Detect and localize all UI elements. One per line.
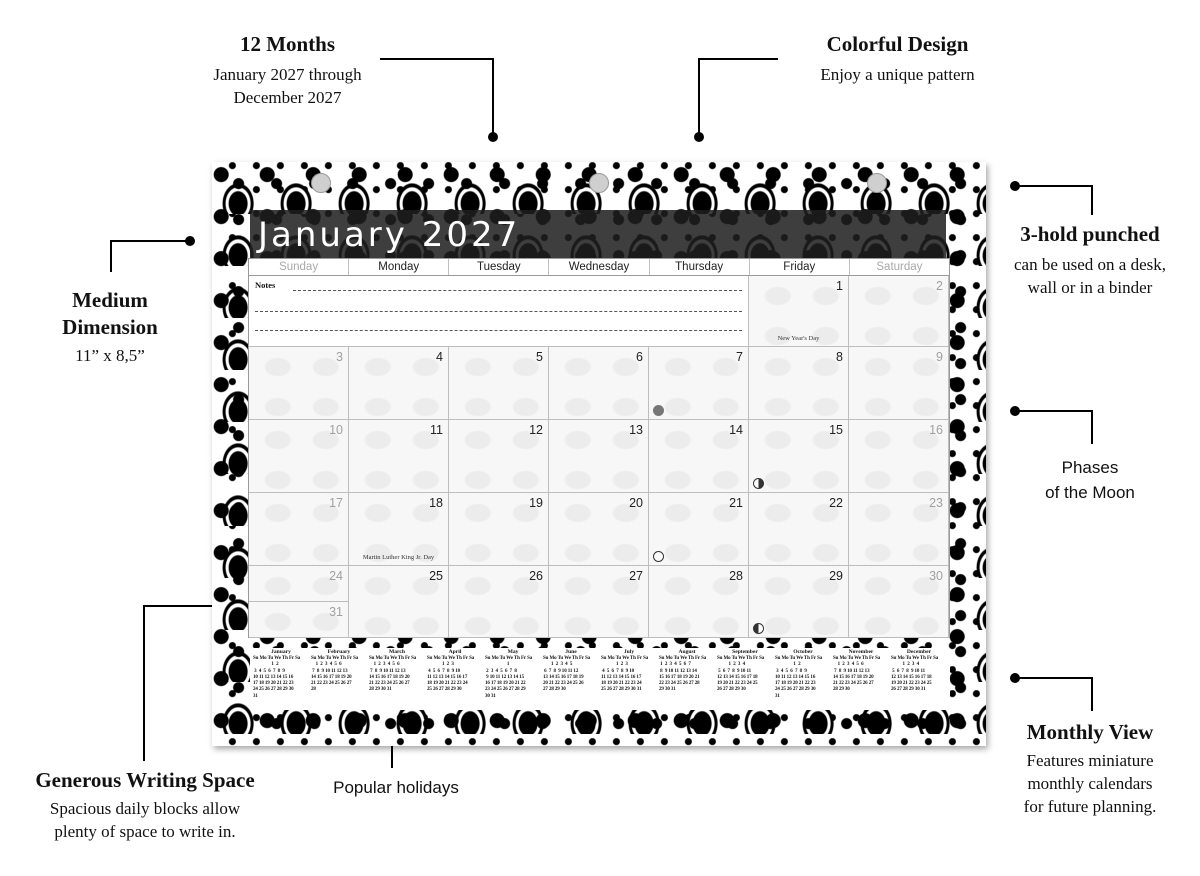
weekday-header: Friday (750, 259, 850, 275)
day-cell[interactable] (449, 420, 549, 493)
mini-calendar-row: 17 18 19 20 21 22 23 (775, 681, 816, 687)
mini-calendar-row: 1 2 3 4 5 (543, 662, 573, 668)
callout-text: monthly calendars (1027, 774, 1153, 793)
mini-calendar-row: 7 8 9 10 11 12 13 (369, 668, 406, 674)
day-cell[interactable] (749, 420, 849, 493)
mini-calendar-row: 10 11 12 13 14 15 16 (253, 674, 294, 680)
mini-calendar-row: 1 2 (253, 662, 279, 668)
callout-text: January 2027 through (213, 65, 362, 84)
day-number: 3 (336, 350, 343, 364)
callout-title: 3-hold punched (1020, 222, 1160, 246)
mini-calendar (253, 648, 309, 700)
mini-calendar-row: 1 2 3 4 5 6 (311, 662, 342, 668)
callout-title: Dimension (62, 315, 158, 339)
mini-calendar-row: 4 5 6 7 8 9 10 (427, 668, 461, 674)
day-number: 13 (629, 423, 643, 437)
mini-calendar-row: 29 30 31 (659, 687, 676, 693)
mini-calendar-row: 18 19 20 21 22 23 24 (427, 681, 468, 687)
day-cell[interactable] (649, 493, 749, 566)
punch-hole (589, 173, 609, 193)
mini-calendar-row: 28 29 30 31 (369, 687, 392, 693)
leader-line (110, 240, 190, 242)
day-number: 12 (529, 423, 543, 437)
day-number: 4 (436, 350, 443, 364)
day-number: 11 (430, 423, 443, 437)
moon-phase-icon (753, 478, 764, 489)
mini-calendar-row: 7 8 9 10 11 12 13 (311, 668, 348, 674)
day-cell[interactable] (249, 347, 349, 420)
day-number: 14 (729, 423, 743, 437)
mini-calendar-row: 12 13 14 15 16 17 18 (891, 674, 932, 680)
mini-calendar-row: Su Mo Tu We Th Fr Sa (543, 656, 591, 661)
day-cell[interactable] (849, 566, 949, 638)
leader-line (1091, 410, 1093, 444)
mini-calendar-month: June (565, 649, 577, 655)
day-number: 17 (329, 496, 343, 510)
mini-calendar-month: July (623, 649, 635, 655)
mini-calendar-row: 21 22 23 24 25 26 27 (369, 681, 410, 687)
mini-calendar (891, 648, 947, 694)
mini-calendar-row: 2 3 4 5 6 7 8 (485, 668, 517, 674)
mini-calendar-row: 4 5 6 7 8 9 10 (601, 668, 635, 674)
day-cell[interactable] (849, 347, 949, 420)
weekday-header: Monday (349, 259, 449, 275)
callout-medium-dimension (40, 288, 180, 367)
day-number: 2 (936, 279, 943, 293)
mini-calendar-row: 11 12 13 14 15 16 17 (427, 674, 468, 680)
mini-calendar-row: 5 6 7 8 9 10 11 (717, 668, 751, 674)
mini-calendar-row: 19 20 21 22 23 24 25 (891, 681, 932, 687)
callout-writing-space (10, 768, 280, 843)
mini-calendar-row: 24 25 26 27 28 29 30 (775, 687, 816, 693)
mini-calendar-row: Su Mo Tu We Th Fr Sa (485, 656, 533, 661)
mini-calendar-row: Su Mo Tu We Th Fr Sa (775, 656, 823, 661)
mini-calendar-row: Su Mo Tu We Th Fr Sa (253, 656, 301, 661)
day-cell[interactable] (349, 347, 449, 420)
mini-calendar-month: December (906, 649, 932, 655)
callout-title: 12 Months (239, 32, 336, 56)
mini-calendar-row: 11 12 13 14 15 16 17 (601, 674, 642, 680)
day-number: 19 (529, 496, 543, 510)
note-line (255, 330, 742, 331)
notes-area[interactable] (249, 276, 749, 347)
day-cell[interactable] (349, 566, 449, 638)
callout-text: for future planning. (1023, 797, 1157, 816)
mini-calendar-row: 3 4 5 6 7 8 9 (253, 668, 285, 674)
callout-holidays (316, 776, 476, 799)
leader-line (143, 605, 145, 761)
mini-calendar-row: 14 15 16 17 18 19 20 (311, 674, 352, 680)
mini-calendar-row: 5 6 7 8 9 10 11 (891, 668, 925, 674)
leader-dot (488, 132, 498, 142)
mini-calendar-row: 19 20 21 22 23 24 25 (717, 681, 758, 687)
mini-calendar-row: 1 2 (775, 662, 801, 668)
mini-calendar-row: 24 25 26 27 28 29 30 (253, 687, 294, 693)
day-number: 21 (729, 496, 743, 510)
callout-text: Features miniature (1026, 751, 1154, 770)
day-cell[interactable] (549, 566, 649, 638)
leader-line (492, 58, 494, 136)
callout-colorful-design (795, 32, 1000, 86)
mini-calendar-row: Su Mo Tu We Th Fr Sa (601, 656, 649, 661)
callout-text: wall or in a binder (1027, 278, 1153, 297)
day-number: 22 (829, 496, 843, 510)
leader-dot (185, 236, 195, 246)
mini-calendar-month: August (678, 649, 696, 655)
callout-text: Popular holidays (333, 778, 459, 797)
mini-calendar-row: 17 18 19 20 21 22 23 (253, 681, 294, 687)
moon-phase-icon (653, 551, 664, 562)
weekday-header: Sunday (249, 259, 349, 275)
day-cell[interactable] (249, 602, 349, 638)
mini-calendar-row: 1 2 3 4 (717, 662, 746, 668)
mini-calendar-row: Su Mo Tu We Th Fr Sa (717, 656, 765, 661)
mini-calendar-row: 20 21 22 23 24 25 26 (543, 681, 584, 687)
day-number: 8 (836, 350, 843, 364)
mini-calendar-row: 1 2 3 (427, 662, 454, 668)
weekday-header: Tuesday (449, 259, 549, 275)
mini-calendar-row: 15 16 17 18 19 20 21 (659, 674, 700, 680)
mini-calendar-row: 27 28 29 30 (543, 687, 566, 693)
day-number: 20 (629, 496, 643, 510)
mini-calendar (543, 648, 599, 694)
leader-line (380, 58, 494, 60)
mini-calendar-row: 25 26 27 28 29 30 (427, 687, 462, 693)
holiday-label: New Year's Day (777, 335, 820, 342)
weekday-header: Wednesday (549, 259, 649, 275)
mini-calendar-row: Su Mo Tu We Th Fr Sa (311, 656, 359, 661)
mini-calendar-month: September (732, 649, 758, 655)
day-cell[interactable] (449, 493, 549, 566)
mini-calendar (311, 648, 367, 694)
day-cell[interactable] (349, 493, 449, 566)
mini-calendar-row: 9 10 11 12 13 14 15 (485, 674, 524, 680)
callout-monthly-view (990, 720, 1190, 818)
mini-calendar-row: 28 (311, 687, 316, 693)
day-cell[interactable] (649, 420, 749, 493)
leader-line (698, 58, 700, 136)
day-cell[interactable] (849, 493, 949, 566)
day-cell[interactable] (349, 420, 449, 493)
day-cell[interactable] (749, 347, 849, 420)
day-cell[interactable] (549, 420, 649, 493)
mini-calendar-row: Su Mo Tu We Th Fr Sa (891, 656, 939, 661)
mini-calendar-month: January (271, 649, 291, 655)
mini-calendar (775, 648, 831, 700)
mini-calendar-row: 25 26 27 28 29 30 31 (601, 687, 642, 693)
mini-calendar-row: 21 22 23 24 25 26 27 (311, 681, 352, 687)
mini-calendar-row: 26 27 28 29 30 31 (891, 687, 926, 693)
mini-calendar (601, 648, 657, 694)
mini-calendar-row: 30 31 (485, 693, 496, 699)
mini-calendar-month: February (327, 649, 351, 655)
day-number: 1 (836, 279, 843, 293)
mini-calendar-row: 13 14 15 16 17 18 19 (543, 674, 584, 680)
day-cell[interactable] (549, 347, 649, 420)
callout-text: Spacious daily blocks allow (49, 799, 241, 818)
day-cell[interactable] (649, 566, 749, 638)
callout-text: 11” x 8,5” (75, 346, 145, 365)
callout-text: plenty of space to write in. (54, 822, 236, 841)
mini-calendar-month: March (388, 649, 406, 655)
mini-calendar-row: 31 (775, 693, 780, 699)
mini-calendar-row: 7 8 9 10 11 12 13 (833, 668, 870, 674)
day-cell[interactable] (849, 276, 949, 347)
day-cell[interactable] (749, 276, 849, 347)
mini-calendar-row: 1 2 3 4 5 6 (833, 662, 864, 668)
leader-line (1015, 677, 1093, 679)
mini-calendar-row: 21 22 23 24 25 26 27 (833, 681, 874, 687)
mini-calendar-row: Su Mo Tu We Th Fr Sa (833, 656, 881, 661)
callout-text: Enjoy a unique pattern (820, 65, 975, 84)
weekday-header: Saturday (876, 261, 923, 273)
callout-title: Generous Writing Space (35, 768, 255, 792)
day-number: 5 (536, 350, 543, 364)
mini-calendar-row: 23 24 25 26 27 28 29 (485, 687, 526, 693)
mini-calendar-row: 22 23 24 25 26 27 28 (659, 681, 700, 687)
note-line (255, 311, 742, 312)
mini-calendar-row: 31 (253, 693, 258, 699)
mini-calendar-row: 1 (485, 662, 510, 668)
mini-calendar-row: 3 4 5 6 7 8 9 (775, 668, 807, 674)
mini-calendar-row: 28 29 30 (833, 687, 850, 693)
leader-line (1015, 185, 1093, 187)
day-number: 25 (429, 569, 443, 583)
day-number: 27 (629, 569, 643, 583)
month-title: January 2027 (258, 215, 521, 255)
day-number: 31 (329, 605, 343, 619)
callout-text: can be used on a desk, (1013, 255, 1166, 274)
weekday-header-row (249, 259, 949, 276)
moon-phase-icon (653, 405, 664, 416)
callout-hole-punched (990, 222, 1190, 299)
mini-calendar-row: 16 17 18 19 20 21 22 (485, 681, 526, 687)
day-number: 6 (636, 350, 643, 364)
mini-calendar-row: 1 2 3 4 5 6 7 (659, 662, 691, 668)
mini-calendar-row: 8 9 10 11 12 13 14 (659, 668, 697, 674)
callout-text: Phases (1061, 458, 1119, 477)
day-cell[interactable] (249, 566, 349, 602)
mini-calendar (369, 648, 425, 694)
day-cell[interactable] (249, 420, 349, 493)
day-number: 23 (929, 496, 943, 510)
day-cell[interactable] (849, 420, 949, 493)
day-number: 29 (829, 569, 843, 583)
mini-calendar-row: 10 11 12 13 14 15 16 (775, 674, 816, 680)
day-number: 28 (729, 569, 743, 583)
day-number: 30 (929, 569, 943, 583)
mini-calendar (659, 648, 715, 694)
day-number: 10 (329, 423, 343, 437)
mini-calendar-month: April (448, 649, 462, 655)
leader-line (698, 58, 778, 60)
callout-text: December 2027 (233, 88, 342, 107)
callout-12-months (200, 32, 375, 109)
leader-line (1091, 185, 1093, 215)
day-number: 26 (529, 569, 543, 583)
callout-title: Colorful Design (826, 32, 969, 56)
mini-calendar-row: 26 27 28 29 30 (717, 687, 746, 693)
mini-calendar-row: 1 2 3 4 5 6 (369, 662, 400, 668)
callout-text: of the Moon (1045, 483, 1135, 502)
day-cell[interactable] (749, 493, 849, 566)
mini-calendar-month: May (507, 649, 519, 655)
leader-line (1091, 677, 1093, 711)
mini-calendar-row: 1 2 3 (601, 662, 628, 668)
callout-title: Monthly View (1026, 720, 1154, 744)
callout-moon-phases (1020, 456, 1160, 504)
day-number: 18 (429, 496, 443, 510)
mini-calendars-strip (250, 648, 950, 710)
mini-calendar-month: October (793, 649, 813, 655)
mini-calendar-row: 14 15 16 17 18 19 20 (833, 674, 874, 680)
day-cell[interactable] (449, 566, 549, 638)
callout-title: Medium (72, 288, 148, 312)
day-cell[interactable] (249, 493, 349, 566)
day-cells (249, 276, 949, 638)
mini-calendar-row: Su Mo Tu We Th Fr Sa (659, 656, 707, 661)
mini-calendar-row: Su Mo Tu We Th Fr Sa (369, 656, 417, 661)
mini-calendar-row: 14 15 16 17 18 19 20 (369, 674, 410, 680)
leader-dot (694, 132, 704, 142)
mini-calendar (427, 648, 483, 694)
day-number: 24 (329, 569, 343, 583)
mini-calendar (717, 648, 773, 694)
mini-calendar-row: 12 13 14 15 16 17 18 (717, 674, 758, 680)
punch-hole (311, 173, 331, 193)
weekday-header: Thursday (650, 259, 750, 275)
note-line (293, 290, 742, 291)
leader-line (110, 240, 112, 272)
day-number: 15 (829, 423, 843, 437)
notes-label: Notes (255, 280, 276, 290)
month-grid (248, 258, 950, 638)
punch-hole (867, 173, 887, 193)
holiday-label: Martin Luther King Jr. Day (362, 554, 435, 561)
mini-calendar (485, 648, 541, 700)
day-cell[interactable] (749, 566, 849, 638)
mini-calendar-month: November (848, 649, 874, 655)
day-number: 16 (929, 423, 943, 437)
mini-calendar (833, 648, 889, 694)
mini-calendar-row: Su Mo Tu We Th Fr Sa (427, 656, 475, 661)
day-cell[interactable] (549, 493, 649, 566)
day-cell[interactable] (649, 347, 749, 420)
day-cell[interactable] (449, 347, 549, 420)
mini-calendar-row: 1 2 3 4 (891, 662, 920, 668)
leader-line (1015, 410, 1093, 412)
mini-calendar-row: 18 19 20 21 22 23 24 (601, 681, 642, 687)
mini-calendar-row: 6 7 8 9 10 11 12 (543, 668, 579, 674)
day-number: 7 (736, 350, 743, 364)
day-number: 9 (936, 350, 943, 364)
moon-phase-icon (753, 623, 764, 634)
